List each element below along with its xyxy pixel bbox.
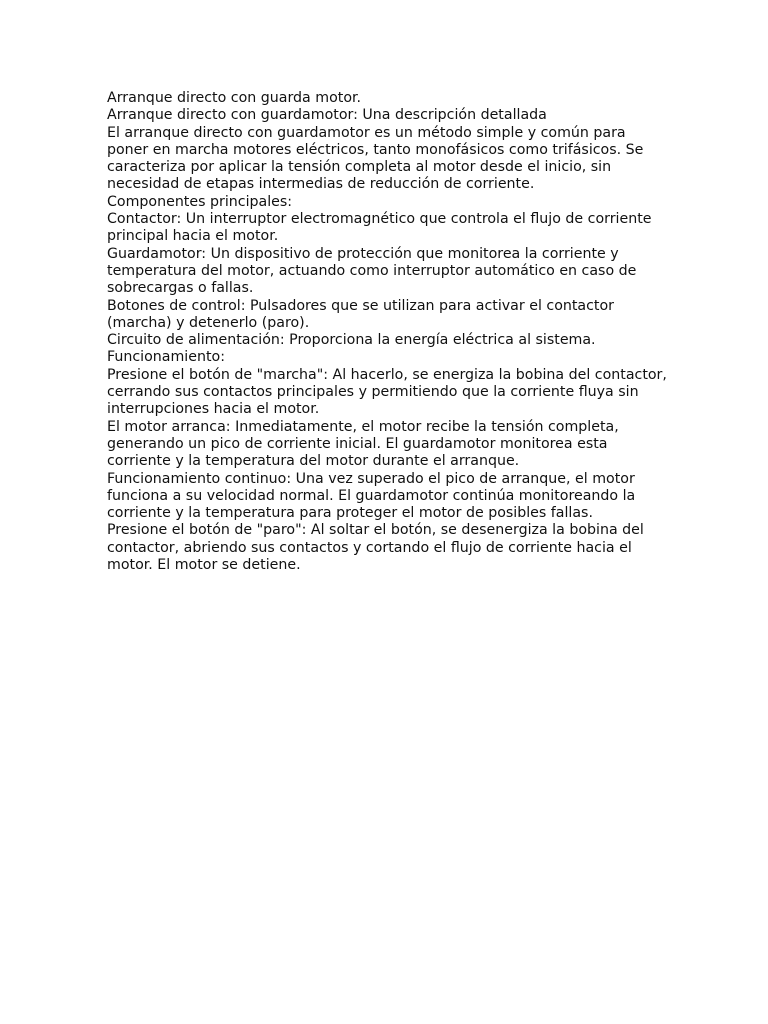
component-control-buttons: Botones de control: Pulsadores que se utilizan para activar el contactor (marcha) y detenerlo (paro).	[107, 297, 614, 331]
step-press-start: Presione el botón de "marcha": Al hacerlo, se energiza la bobina del contactor, cerrando sus contactos principales y permitiendo que la corriente fluya sin interrupciones hacia el motor.	[107, 366, 667, 418]
intro-paragraph: El arranque directo con guardamotor es un método simple y común para poner en marcha motores eléctricos, tanto monofásicos como trifásicos. Se caracteriza por aplicar la tensión completa al motor desde el inicio, sin necesidad de etapas intermedias de reducción de corriente.	[107, 124, 644, 193]
document-body	[107, 90, 667, 574]
component-contactor: Contactor: Un interruptor electromagnético que controla el flujo de corriente principal hacia el motor.	[107, 211, 652, 245]
step-continuous-operation: Funcionamiento continuo: Una vez superado el pico de arranque, el motor funciona a su velocidad normal. El guardamotor continúa monitoreando la corriente y la temperatura para proteger el motor de posibles fallas.	[107, 470, 636, 522]
step-press-stop: Presione el botón de "paro": Al soltar el botón, se desenergiza la bobina del contactor, abriendo sus contactos y cortando el flujo de corriente hacia el motor. El motor se detiene.	[107, 522, 644, 574]
document-title: Arranque directo con guarda motor.	[107, 90, 362, 106]
section-heading-components: Componentes principales:	[107, 193, 293, 210]
component-guardamotor: Guardamotor: Un dispositivo de protección que monitorea la corriente y temperatura del motor, actuando como interruptor automático en caso de sobrecargas o fallas.	[107, 245, 637, 297]
component-power-circuit: Circuito de alimentación: Proporciona la energía eléctrica al sistema.	[107, 332, 596, 349]
document-subtitle: Arranque directo con guardamotor: Una descripción detallada	[107, 107, 547, 124]
section-heading-operation: Funcionamiento:	[107, 349, 225, 366]
step-motor-starts: El motor arranca: Inmediatamente, el motor recibe la tensión completa, generando un pico de corriente inicial. El guardamotor monitorea esta corriente y la temperatura del motor durante el arranque.	[107, 418, 619, 470]
